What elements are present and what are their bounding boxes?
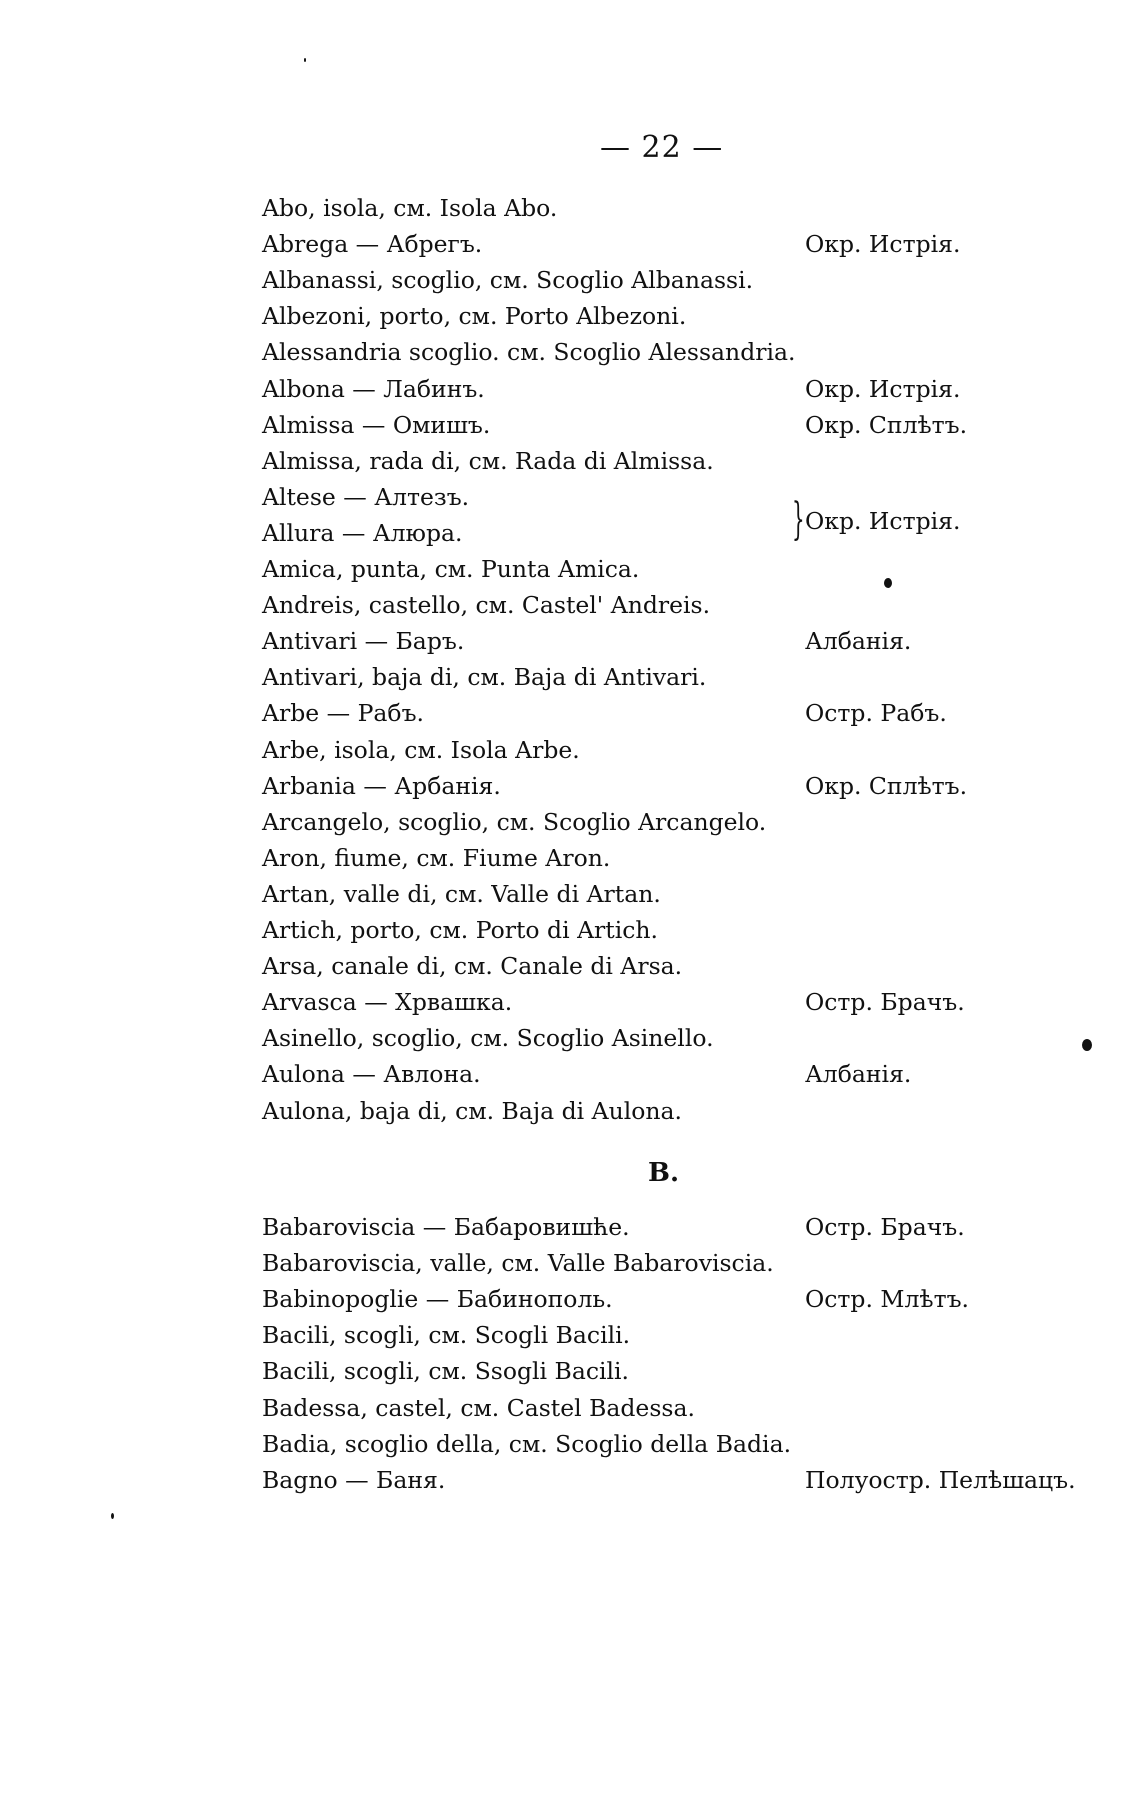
entry-text: Babaroviscia, valle, см. Valle Babaroviscia. — [262, 1249, 774, 1278]
entry-text: Albezoni, porto, см. Porto Albezoni. — [262, 302, 687, 331]
entry-region: Окр. Сплѣтъ. — [805, 771, 968, 800]
entry-text: Albanassi, scoglio, см. Scoglio Albanassi. — [262, 266, 754, 295]
entry-text: Almissa, rada di, см. Rada di Almissa. — [262, 446, 714, 475]
ink-speck — [304, 58, 306, 62]
entry-region: Полуостр. Пелѣшацъ. — [805, 1465, 1076, 1494]
entry-text: Babaroviscia — Бабаровишће. — [262, 1213, 630, 1241]
entry-text: Arsa, canale di, см. Canale di Arsa. — [262, 952, 683, 981]
page-number: — 22 — — [600, 130, 724, 165]
section-b-heading: B. — [648, 1158, 680, 1188]
entry-text: Artich, porto, см. Porto di Artich. — [262, 916, 659, 944]
entry-region: Остр. Брачъ. — [805, 988, 965, 1017]
entry-text: Amica, punta, см. Punta Amica. — [262, 555, 640, 583]
entry-region: Остр. Брачъ. — [805, 1213, 965, 1241]
entry-text: Aulona — Авлона. — [262, 1060, 481, 1089]
entry-text: Bagno — Баня. — [262, 1465, 446, 1494]
entry-text: Bacili, scogli, см. Scogli Bacili. — [262, 1321, 631, 1350]
entry-text: Bacili, scogli, см. Ssogli Bacili. — [262, 1357, 630, 1386]
entry-text: Aulona, baja di, см. Baja di Aulona. — [262, 1096, 683, 1125]
entry-text: Arbe — Рабъ. — [262, 699, 424, 728]
entry-text: Abrega — Абрегъ. — [262, 230, 483, 259]
entry-text: Aron, fiume, см. Fiume Aron. — [262, 843, 611, 872]
ink-speck — [111, 1513, 114, 1519]
entry-text: Altese — Алтезъ. — [262, 482, 470, 511]
entry-text: Albona — Лабинъ. — [262, 374, 485, 403]
entry-text: Andreis, castello, см. Castel' Andreis. — [262, 591, 711, 620]
entry-region: Остр. Млѣтъ. — [805, 1285, 969, 1314]
entry-text: Almissa — Омишъ. — [262, 410, 491, 439]
entry-text: Arbania — Арбанія. — [262, 771, 501, 800]
region-brace: } — [792, 494, 805, 545]
entry-text: Badessa, castel, см. Castel Badessa. — [262, 1393, 695, 1422]
entry-region: Албанія. — [805, 1060, 912, 1089]
entry-region: Окр. Сплѣтъ. — [805, 410, 968, 439]
entry-text: Babinopoglie — Бабинополь. — [262, 1285, 613, 1314]
entry-region: Остр. Рабъ. — [805, 699, 947, 728]
entry-text: Antivari — Баръ. — [262, 627, 465, 656]
entry-region: Окр. Истрія. — [805, 230, 961, 259]
entry-text: Antivari, baja di, см. Baja di Antivari. — [262, 663, 707, 692]
entry-text: Abo, isola, см. Isola Abo. — [262, 194, 558, 222]
ink-speck — [1082, 1039, 1092, 1051]
entry-text: Allura — Алюра. — [262, 518, 463, 547]
ink-speck — [884, 578, 892, 588]
entry-text: Alessandria scoglio. см. Scoglio Alessandria. — [262, 338, 796, 367]
entry-text: Artan, valle di, см. Valle di Artan. — [262, 879, 661, 908]
brace-region-label: Окр. Истрія. — [805, 507, 961, 535]
entry-text: Asinello, scoglio, см. Scoglio Asinello. — [262, 1024, 714, 1053]
entry-text: Arvasca — Хрвашка. — [262, 988, 513, 1017]
entry-text: Badia, scoglio della, см. Scoglio della Badia. — [262, 1429, 792, 1458]
entry-region: Албанія. — [805, 627, 912, 656]
entry-region: Окр. Истрія. — [805, 374, 961, 403]
entry-text: Arbe, isola, см. Isola Arbe. — [262, 735, 580, 764]
entry-text: Arcangelo, scoglio, см. Scoglio Arcangelo. — [262, 807, 767, 836]
